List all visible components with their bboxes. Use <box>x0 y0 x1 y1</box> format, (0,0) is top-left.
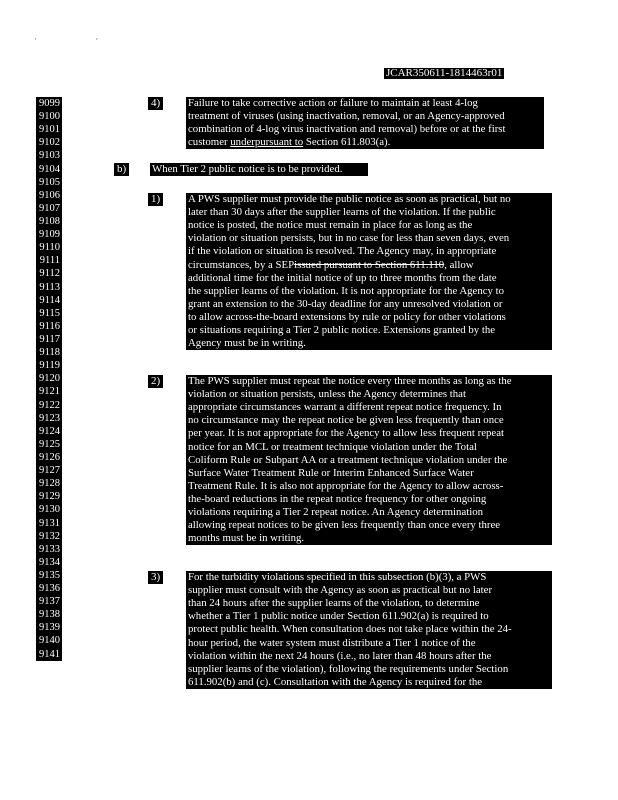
text-line: Treatment Rule. It is also not appropriate for the Agency to allow across- <box>188 479 504 492</box>
text-line <box>188 259 550 272</box>
line-number: 9108 <box>39 215 60 227</box>
line-number: 9100 <box>39 111 60 123</box>
text-line: Surface Water Treatment Rule or Interim Enhanced Surface Water <box>188 466 474 479</box>
line-number: 9128 <box>39 478 60 490</box>
text-line: Agency must be in writing. <box>188 337 306 350</box>
text-line: whether a Tier 1 public notice under Section 611.902(a) is required to <box>188 610 489 623</box>
section-b-heading <box>150 163 368 176</box>
item-3-paragraph <box>186 571 552 689</box>
section-b-label: b) <box>114 163 129 176</box>
text-line: to allow across-the-board extensions by rule or policy for other violations <box>188 310 506 323</box>
line-number: 9121 <box>39 386 60 398</box>
text-run: customer <box>188 136 231 149</box>
text-line <box>188 136 542 149</box>
line-number: 9133 <box>39 543 60 555</box>
text-line: than 24 hours after the supplier learns of the violation, to determine <box>188 597 480 610</box>
text-line: 611.902(b) and (c). Consultation with the Agency is required for the <box>188 675 483 688</box>
item-1-paragraph <box>186 193 552 350</box>
text-line: protect public health. When consultation does not take place within the 24- <box>188 623 512 636</box>
text-line: supplier learns of the violation), following the requirements under Section <box>188 662 509 675</box>
text-line: no circumstance may the repeat notice be given less frequently than once <box>188 414 504 427</box>
line-number: 9129 <box>39 491 60 503</box>
line-number: 9106 <box>39 189 60 201</box>
text-line: later than 30 days after the supplier learns of the violation. If the public <box>188 206 496 219</box>
line-number: 9117 <box>39 333 60 345</box>
text-line: per year. It is not appropriate for the Agency to allow less frequent repeat <box>188 427 504 440</box>
inserted-text: underpursuant to <box>230 136 304 149</box>
line-number-column <box>36 97 62 661</box>
line-number: 9102 <box>39 137 60 149</box>
line-number: 9131 <box>39 517 60 529</box>
line-number: 9138 <box>39 609 60 621</box>
line-number: 9130 <box>39 504 60 516</box>
line-number: 9111 <box>39 255 60 267</box>
text-line: or situations requiring a Tier 2 public notice. Extensions granted by the <box>188 324 496 337</box>
text-line: violation within the next 24 hours (i.e., no later than 48 hours after the <box>188 649 492 662</box>
line-number: 9115 <box>39 307 60 319</box>
line-number: 9127 <box>39 465 60 477</box>
text-line: Failure to take corrective action or failure to maintain at least 4-log <box>188 97 478 109</box>
line-number: 9126 <box>39 451 60 463</box>
text-line: appropriate circumstances warrant a different repeat notice frequency. In <box>188 401 502 414</box>
line-number: 9135 <box>39 569 60 581</box>
text-line: violation or situation persists, but in no case for less than seven days, even <box>188 232 510 245</box>
line-number: 9099 <box>39 98 60 109</box>
line-number: 9113 <box>39 281 60 293</box>
text-line: Coliform Rule or Subpart AA or a treatment technique violation under the <box>188 453 508 466</box>
text-line: months must be in writing. <box>188 532 305 545</box>
line-number: 9137 <box>39 596 60 608</box>
text-line: the supplier learns of the violation. It is not appropriate for the Agency to <box>188 284 505 297</box>
item-4-paragraph <box>186 97 544 149</box>
text-line: violations requiring a Tier 2 repeat notice. An Agency determination <box>188 506 484 519</box>
text-run: circumstances, by a SEP <box>188 258 295 271</box>
line-number: 9109 <box>39 229 60 241</box>
text-line: allowing repeat notices to be given less frequently than once every three <box>188 519 501 532</box>
line-number: 9124 <box>39 425 60 437</box>
line-number: 9118 <box>39 347 60 359</box>
item-2-label: 2) <box>148 375 163 388</box>
text-line: if the violation or situation is resolved. The Agency may, in appropriate <box>188 245 497 258</box>
line-number: 9103 <box>39 150 60 162</box>
text-line: violation or situation persists, unless the Agency determines that <box>188 388 466 401</box>
text-line: treatment of viruses (using inactivation, removal, or an Agency-approved <box>188 110 505 123</box>
line-number: 9112 <box>39 268 60 280</box>
text-line: combination of 4-log virus inactivation and removal) before or at the first <box>188 123 506 136</box>
line-number: 9107 <box>39 202 60 214</box>
line-number: 9110 <box>39 242 60 254</box>
line-number: 9120 <box>39 373 60 385</box>
text-line: A PWS supplier must provide the public notice as soon as practical, but no <box>188 193 511 205</box>
text-line: additional time for the initial notice of up to three months from the date <box>188 271 497 284</box>
line-number: 9139 <box>39 622 60 634</box>
text-line: The PWS supplier must repeat the notice every three months as long as the <box>188 375 512 387</box>
text-line: notice is posted, the notice must remain in place for as long as the <box>188 219 473 232</box>
line-number: 9119 <box>39 360 60 372</box>
text-run: Section 611.803(a). <box>303 136 391 149</box>
text-line: When Tier 2 public notice is to be provided. <box>152 163 343 175</box>
line-number: 9104 <box>39 163 60 175</box>
document-id: JCAR350611-1814463r01 <box>386 67 503 79</box>
text-line: supplier must consult with the Agency as soon as practical but no later <box>188 584 493 597</box>
text-line: notice for an MCL or treatment technique violation under the Total <box>188 440 477 453</box>
line-number: 9140 <box>39 635 60 647</box>
scan-specks: · · <box>34 34 127 44</box>
line-number: 9123 <box>39 412 60 424</box>
text-line: grant an extension to the 30-day deadline for any unresolved violation or <box>188 297 503 310</box>
text-line: hour period, the water system must distribute a Tier 1 notice of the <box>188 636 476 649</box>
deleted-text: issued pursuant to Section 611.110 <box>294 258 445 271</box>
item-4-label: 4) <box>148 97 163 110</box>
line-number: 9141 <box>39 648 60 660</box>
line-number: 9125 <box>39 438 60 450</box>
line-number: 9134 <box>39 556 60 568</box>
line-number: 9122 <box>39 399 60 411</box>
line-number: 9114 <box>39 294 60 306</box>
item-2-paragraph <box>186 375 552 545</box>
text-line: For the turbidity violations specified in this subsection (b)(3), a PWS <box>188 571 487 583</box>
line-number: 9116 <box>39 320 60 332</box>
line-number: 9105 <box>39 176 60 188</box>
line-number: 9101 <box>39 124 60 136</box>
line-number: 9136 <box>39 583 60 595</box>
line-number: 9132 <box>39 530 60 542</box>
text-line: the-board reductions in the repeat notice frequency for other ongoing <box>188 492 487 505</box>
item-3-label: 3) <box>148 571 163 584</box>
text-run: , allow <box>444 258 474 271</box>
item-1-label: 1) <box>148 193 163 206</box>
